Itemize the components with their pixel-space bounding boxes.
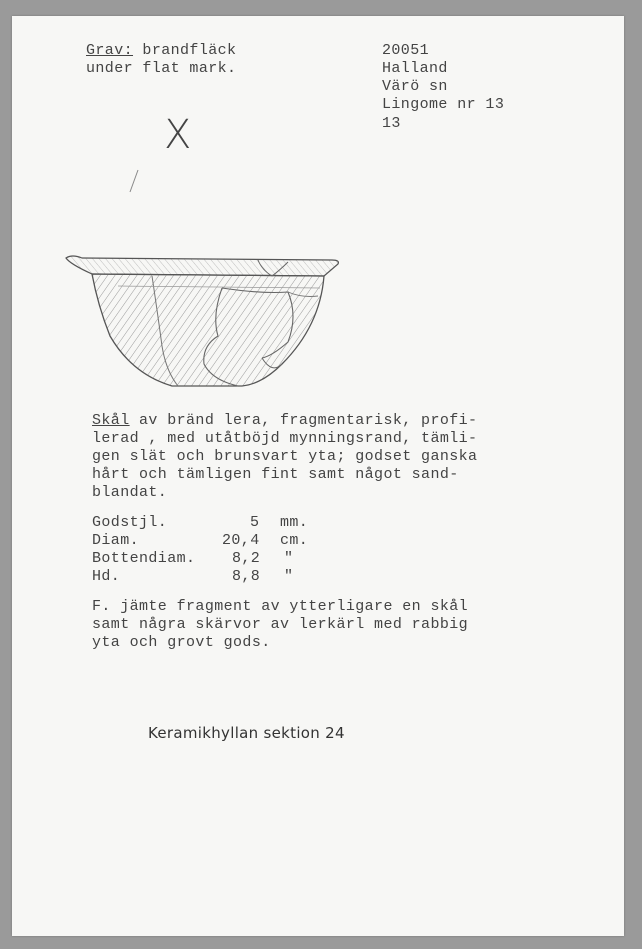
object-label: Skål (92, 412, 130, 429)
shelf-location-stamp: Keramikhyllan sektion 24 (148, 724, 345, 742)
measure-unit: mm. (280, 514, 309, 531)
measure-label: Godstjl. (92, 514, 168, 531)
measure-value: 5 (250, 514, 260, 531)
note-line-3: yta och grovt gods. (92, 634, 271, 651)
grave-line-2: under flat mark. (86, 60, 237, 77)
measure-unit: cm. (280, 532, 309, 549)
measure-unit: " (284, 550, 294, 567)
bowl-drawing (62, 246, 352, 396)
description-text-1: av bränd lera, fragmentarisk, profi- (129, 412, 478, 429)
measure-value: 8,8 (232, 568, 261, 585)
description-line-5: blandat. (92, 484, 168, 501)
catalog-card (12, 16, 624, 936)
measure-label: Bottendiam. (92, 550, 196, 567)
measure-unit: " (284, 568, 294, 585)
note-line-1: F. jämte fragment av ytterligare en skål (92, 598, 469, 615)
description-line-2: lerad , med utåtböjd mynningsrand, tämli- (92, 430, 478, 447)
hand-drawn-x-mark: X (164, 112, 192, 158)
measure-label: Hd. (92, 568, 121, 585)
description-line-1 (92, 412, 477, 430)
measure-value: 20,4 (222, 532, 260, 549)
find-number: 13 (382, 115, 401, 132)
province: Halland (382, 60, 448, 77)
description-line-3: gen slät och brunsvart yta; godset ganska (92, 448, 478, 465)
parish: Värö sn (382, 78, 448, 95)
grave-text: brandfläck (142, 42, 237, 59)
note-line-2: samt några skärvor av lerkärl med rabbig (92, 616, 469, 633)
measure-label: Diam. (92, 532, 140, 549)
site: Lingome nr 13 (382, 96, 505, 113)
measure-value: 8,2 (232, 550, 261, 567)
description-line-4: hårt och tämligen fint samt något sand- (92, 466, 459, 483)
grave-label: Grav: (86, 42, 134, 59)
grave-line-1 (86, 42, 236, 60)
catalog-number: 20051 (382, 42, 430, 59)
pencil-stroke-icon (124, 166, 144, 196)
